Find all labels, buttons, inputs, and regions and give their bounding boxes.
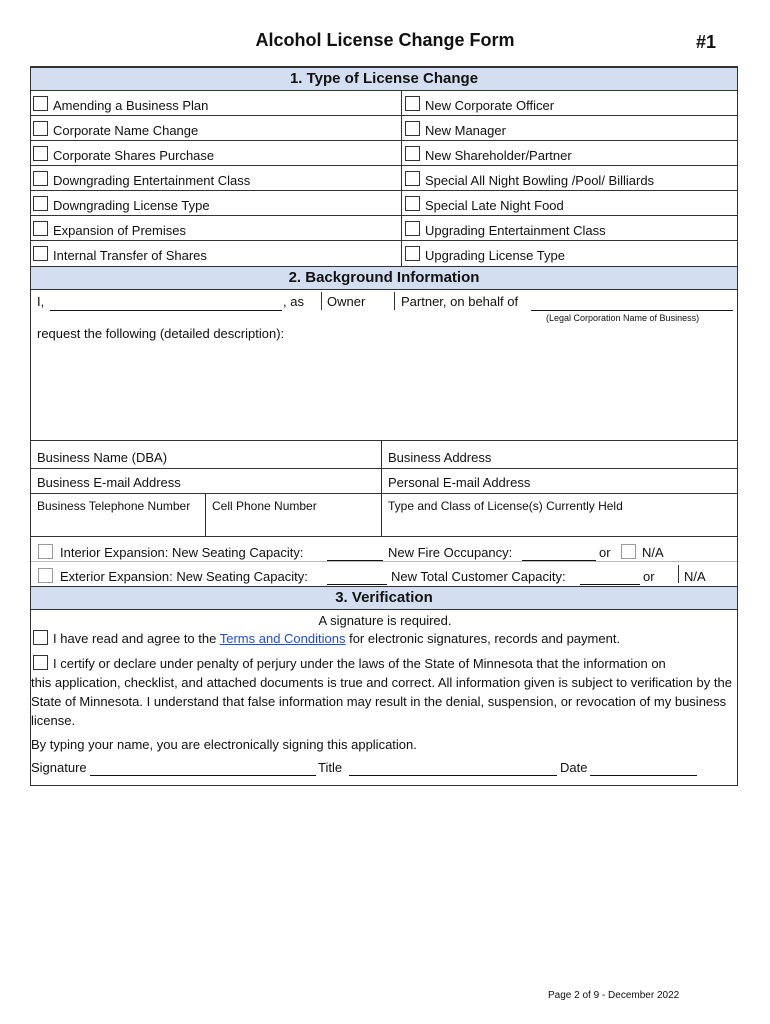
license-change-label: New Corporate Officer <box>425 98 555 113</box>
personal-email-label: Personal E-mail Address <box>388 475 531 490</box>
legal-name-field[interactable] <box>531 296 733 311</box>
title-field[interactable] <box>349 761 557 776</box>
cell-phone-label: Cell Phone Number <box>212 499 317 513</box>
divider <box>31 561 737 562</box>
certify-rest: this application, checklist, and attached documents is true and correct. All information given is subject to verification by the State of Minnesota. I understand that false information may result in the denial, suspension, or revocation of my business license. <box>31 675 732 728</box>
signature-label: Signature <box>31 760 87 775</box>
business-email-label: Business E-mail Address <box>37 475 181 490</box>
license-change-label: Corporate Shares Purchase <box>53 148 215 163</box>
interior-expansion-label: Interior Expansion: New Seating Capacity: <box>60 545 304 560</box>
license-change-label: Expansion of Premises <box>53 223 186 238</box>
license-change-label: Upgrading Entertainment Class <box>425 223 606 238</box>
date-label: Date <box>560 760 588 775</box>
fire-occupancy-label: New Fire Occupancy: <box>388 545 513 560</box>
divider <box>31 536 737 537</box>
signature-field[interactable] <box>90 761 316 776</box>
total-capacity-field[interactable] <box>580 570 640 585</box>
description-textarea[interactable] <box>35 345 733 437</box>
license-change-label: Special Late Night Food <box>425 198 564 213</box>
request-label: request the following (detailed description): <box>37 326 285 341</box>
terms-and-conditions-link[interactable]: Terms and Conditions <box>219 631 346 646</box>
license-change-checkbox[interactable] <box>405 121 420 136</box>
section-3-heading: 3. Verification <box>31 586 737 610</box>
agree-prefix: I have read and agree to the <box>53 631 220 646</box>
interior-expansion-checkbox[interactable] <box>38 544 53 559</box>
section-1-heading: 1. Type of License Change <box>31 67 737 91</box>
page-info: Page 2 of 9 - December 2022 <box>548 990 680 1001</box>
agree-terms-checkbox[interactable] <box>33 630 48 645</box>
license-change-label: Upgrading License Type <box>425 248 565 263</box>
divider <box>31 493 737 494</box>
license-change-checkbox[interactable] <box>33 171 48 186</box>
certify-first-line: I certify or declare under penalty of perjury under the laws of the State of Minnesota that the information on <box>53 656 666 671</box>
license-change-checkbox[interactable] <box>405 171 420 186</box>
business-name-label: Business Name (DBA) <box>37 450 168 465</box>
applicant-name-field[interactable] <box>50 296 282 311</box>
legal-name-caption: (Legal Corporation Name of Business) <box>546 313 700 323</box>
license-change-checkbox[interactable] <box>405 246 420 261</box>
typing-note: By typing your name, you are electronically signing this application. <box>31 737 417 752</box>
license-change-label: Special All Night Bowling /Pool/ Billiards <box>425 173 655 188</box>
exterior-expansion-label: Exterior Expansion: New Seating Capacity: <box>60 569 308 584</box>
business-address-label: Business Address <box>388 450 492 465</box>
section-2-heading: 2. Background Information <box>31 266 737 290</box>
license-change-checkbox[interactable] <box>405 96 420 111</box>
license-change-checkbox[interactable] <box>33 246 48 261</box>
or-label: or <box>599 545 611 560</box>
owner-label: Owner <box>327 294 366 309</box>
divider <box>205 493 206 536</box>
license-change-checkbox[interactable] <box>405 146 420 161</box>
na-label: N/A <box>642 545 664 560</box>
form-number: #1 <box>696 32 717 52</box>
title-label: Title <box>318 760 343 775</box>
license-change-checkbox[interactable] <box>33 196 48 211</box>
license-held-label: Type and Class of License(s) Currently Held <box>388 499 623 513</box>
license-change-label: Downgrading Entertainment Class <box>53 173 251 188</box>
divider <box>381 440 382 536</box>
agree-terms-text <box>53 631 620 646</box>
certify-checkbox[interactable] <box>33 655 48 670</box>
as-label: , as <box>283 294 304 309</box>
fire-occupancy-field[interactable] <box>522 546 596 561</box>
license-change-label: New Manager <box>425 123 506 138</box>
license-change-checkbox[interactable] <box>33 96 48 111</box>
total-capacity-na-checkbox[interactable] <box>678 565 679 583</box>
business-phone-label: Business Telephone Number <box>37 499 191 513</box>
agree-suffix: for electronic signatures, records and payment. <box>345 631 621 646</box>
license-change-label: New Shareholder/Partner <box>425 148 572 163</box>
or-label-2: or <box>643 569 655 584</box>
license-change-label: Amending a Business Plan <box>53 98 209 113</box>
na-label-2: N/A <box>684 569 706 584</box>
form-title: Alcohol License Change Form <box>255 30 515 50</box>
license-change-checkbox[interactable] <box>33 146 48 161</box>
exterior-expansion-checkbox[interactable] <box>38 568 53 583</box>
divider <box>31 440 737 441</box>
license-change-label: Corporate Name Change <box>53 123 199 138</box>
interior-seating-field[interactable] <box>327 546 383 561</box>
license-change-label: Internal Transfer of Shares <box>53 248 207 263</box>
license-change-checkbox[interactable] <box>405 221 420 236</box>
owner-checkbox-edge[interactable] <box>321 292 322 310</box>
license-change-checkbox[interactable] <box>33 121 48 136</box>
divider <box>31 468 737 469</box>
partner-checkbox-edge[interactable] <box>394 292 395 310</box>
license-change-label: Downgrading License Type <box>53 198 210 213</box>
fire-occupancy-na-checkbox[interactable] <box>621 544 636 559</box>
license-change-checkbox[interactable] <box>405 196 420 211</box>
license-change-checkbox[interactable] <box>33 221 48 236</box>
date-field[interactable] <box>590 761 697 776</box>
signature-required-note: A signature is required. <box>318 613 452 628</box>
exterior-seating-field[interactable] <box>327 570 387 585</box>
partner-label: Partner, on behalf of <box>401 294 519 309</box>
i-label: I, <box>37 294 45 309</box>
total-capacity-label: New Total Customer Capacity: <box>391 569 566 584</box>
